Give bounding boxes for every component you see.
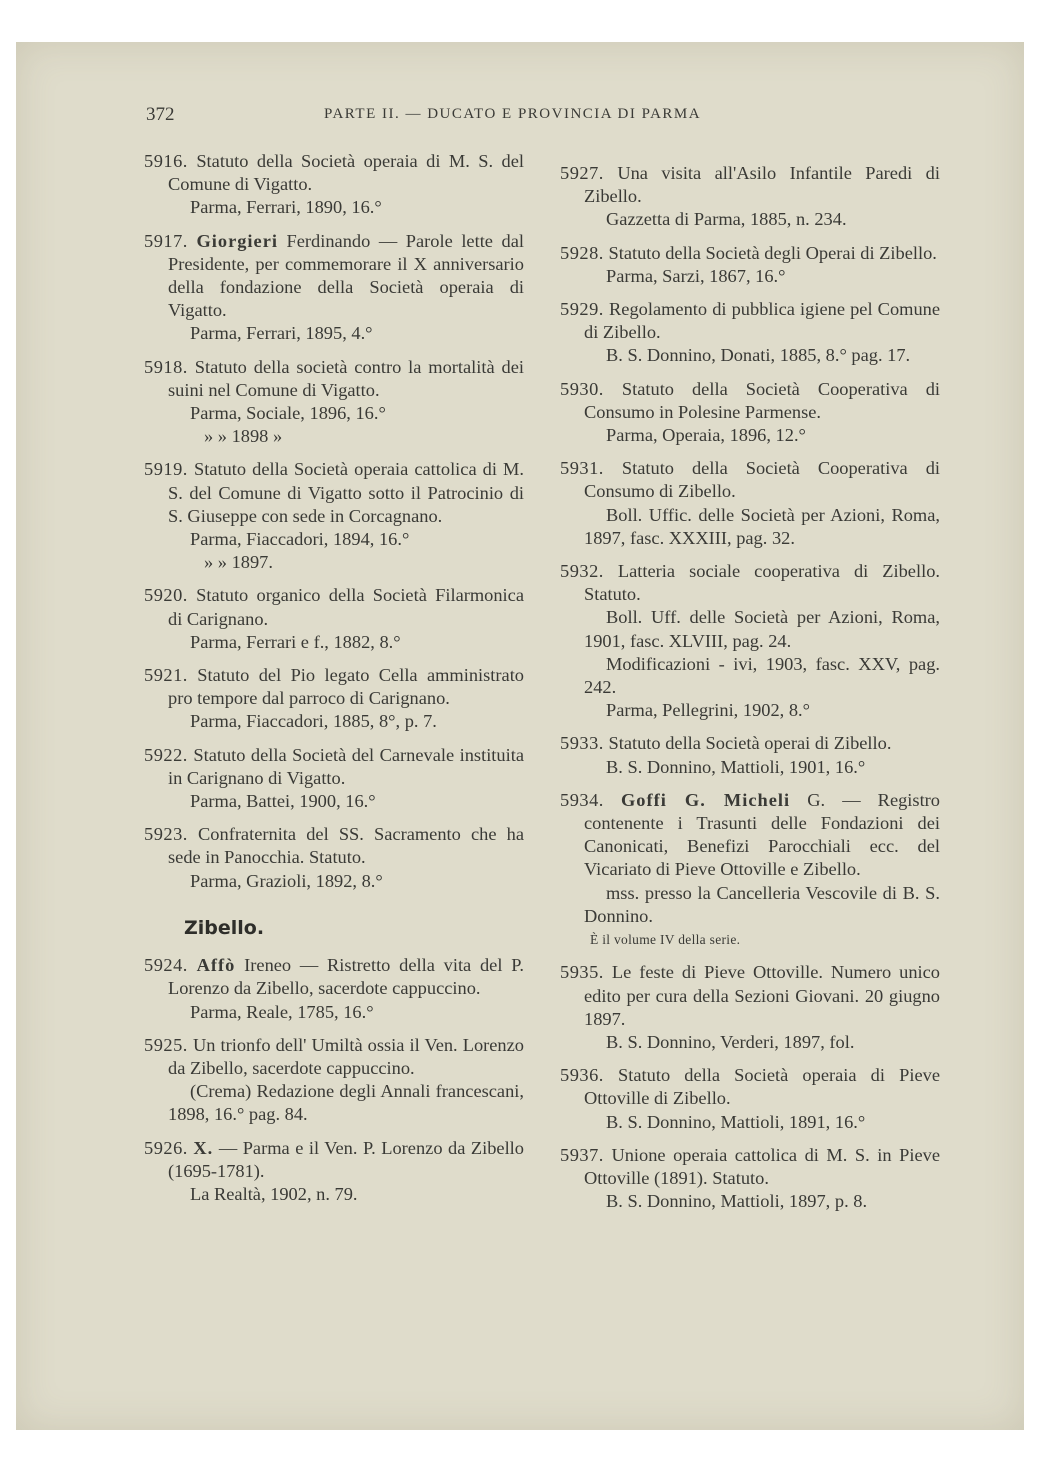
entry-title-line	[560, 1064, 940, 1110]
entry-imprint: Parma, Pellegrini, 1902, 8.°	[606, 700, 811, 721]
bibliography-entry	[560, 789, 940, 951]
bibliography-entry	[560, 378, 940, 448]
entry-title-line	[560, 560, 940, 606]
left-column	[144, 150, 524, 1216]
entry-text: Statuto della Società Cooperativa di Consumo di Zibello.	[584, 458, 940, 502]
entry-number: 5922.	[144, 744, 188, 765]
entry-title-line	[144, 664, 524, 710]
entry-text: Regolamento di pubblica igiene pel Comune di Zibello.	[584, 299, 940, 343]
entry-number: 5923.	[144, 824, 188, 845]
entry-title-line	[144, 150, 524, 196]
entry-imprint: Parma, Battei, 1900, 16.°	[190, 791, 376, 812]
entry-number: 5929.	[560, 299, 604, 320]
entry-text: Una visita all'Asilo Infantile Paredi di Zibello.	[584, 163, 940, 207]
bibliography-entry	[144, 823, 524, 893]
entry-text: Statuto della Società operai di Zibello.	[608, 733, 892, 754]
entry-number: 5918.	[144, 356, 188, 377]
entry-title-line	[560, 457, 940, 503]
entry-text: Statuto della Società del Carnevale instituita in Carignano di Vigatto.	[168, 744, 524, 788]
entry-imprint: Parma, Reale, 1785, 16.°	[190, 1001, 374, 1022]
entry-imprint: Boll. Uffic. delle Società per Azioni, Roma, 1897, fasc. XXXIII, pag. 32.	[584, 504, 940, 548]
bibliography-entry	[560, 560, 940, 722]
entry-title-line	[144, 230, 524, 323]
entry-text: Ireneo — Ristretto della vita del P. Lorenzo da Zibello, sacerdote cappuccino.	[168, 955, 524, 999]
entry-imprint: Parma, Ferrari e f., 1882, 8.°	[190, 631, 401, 652]
entry-imprint: B. S. Donnino, Donati, 1885, 8.° pag. 17.	[606, 345, 911, 366]
entry-title-line	[560, 961, 940, 1031]
bibliography-entry	[560, 961, 940, 1054]
entry-text: Latteria sociale cooperativa di Zibello. Statuto.	[584, 561, 940, 605]
running-title: PARTE II. — DUCATO E PROVINCIA DI PARMA	[324, 106, 702, 122]
bibliography-entry	[144, 1137, 524, 1207]
entry-title-line	[560, 162, 940, 208]
entry-number: 5936.	[560, 1065, 604, 1086]
bibliography-entry	[560, 1064, 940, 1134]
entry-text: Statuto della Società operaia cattolica di M. S. del Comune di Vigatto sotto il Patrocinio di S. Giuseppe con sede in Corcagnano.	[168, 459, 524, 526]
entry-author: Giorgieri	[196, 230, 278, 251]
entry-number: 5916.	[144, 151, 188, 171]
entry-ditto: » » 1898 »	[204, 426, 283, 447]
entry-title-line	[144, 744, 524, 790]
entry-text: Le feste di Pieve Ottoville. Numero unico edito per cura della Sezioni Giovani. 20 giugno 1897.	[584, 962, 940, 1029]
entry-text: G. — Registro contenente i Trasunti delle Fondazioni dei Canonicati, Benefizi Parocchiali ecc. del Vicariato di Pieve Ottoville e Zibello.	[584, 789, 940, 880]
entry-title-line	[560, 298, 940, 344]
entry-title-line	[560, 242, 940, 265]
entry-author: X.	[193, 1137, 214, 1158]
bibliography-entry	[560, 242, 940, 288]
entry-number: 5928.	[560, 242, 604, 263]
entry-number: 5934.	[560, 789, 604, 810]
right-column	[560, 162, 940, 1223]
entry-title-line	[560, 378, 940, 424]
entry-number: 5919.	[144, 459, 188, 480]
entry-title-line	[144, 356, 524, 402]
entry-imprint: mss. presso la Cancelleria Vescovile di B. S. Donnino.	[584, 882, 940, 926]
entry-number: 5926.	[144, 1137, 188, 1158]
entry-number: 5930.	[560, 378, 604, 399]
bibliography-entry	[144, 1034, 524, 1127]
entry-imprint: B. S. Donnino, Mattioli, 1891, 16.°	[606, 1111, 866, 1132]
entry-number: 5937.	[560, 1144, 604, 1165]
page-number: 372	[146, 104, 175, 125]
entry-text: Statuto della società contro la mortalità dei suini nel Comune di Vigatto.	[168, 356, 524, 400]
left-entries-zibello	[144, 954, 524, 1206]
bibliography-entry	[560, 1144, 940, 1214]
entry-author: Goffi G. Micheli	[620, 789, 791, 810]
entry-text: — Parma e il Ven. P. Lorenzo da Zibello (1695-1781).	[168, 1137, 524, 1181]
bibliography-entry	[144, 150, 524, 220]
entry-ditto: » » 1897.	[204, 552, 273, 573]
entry-imprint: Parma, Sociale, 1896, 16.°	[190, 403, 386, 424]
entry-number: 5920.	[144, 585, 188, 606]
entry-number: 5925.	[144, 1034, 188, 1055]
entry-number: 5921.	[144, 665, 188, 686]
entry-title-line	[560, 732, 940, 755]
entry-number: 5927.	[560, 163, 604, 183]
bibliography-entry	[560, 298, 940, 368]
entry-title-line	[144, 954, 524, 1000]
entry-title-line	[144, 584, 524, 630]
entry-imprint: Parma, Fiaccadori, 1894, 16.°	[190, 529, 410, 550]
section-title: Zibello.	[184, 916, 265, 939]
entry-imprint: (Crema) Redazione degli Annali francescani, 1898, 16.° pag. 84.	[168, 1081, 524, 1125]
entry-title-line	[144, 458, 524, 528]
entry-imprint: Parma, Operaia, 1896, 12.°	[606, 425, 806, 446]
entry-number: 5935.	[560, 962, 604, 983]
entry-text: Un trionfo dell' Umiltà ossia il Ven. Lorenzo da Zibello, sacerdote cappuccino.	[168, 1034, 524, 1078]
bibliography-entry	[560, 457, 940, 550]
entry-imprint: Parma, Fiaccadori, 1885, 8°, p. 7.	[190, 711, 437, 732]
entry-text: Unione operaia cattolica di M. S. in Pieve Ottoville (1891). Statuto.	[584, 1144, 940, 1188]
entry-text: Statuto della Società operaia di Pieve Ottoville di Zibello.	[584, 1065, 940, 1109]
entry-title-line	[144, 1034, 524, 1080]
entry-imprint: Parma, Sarzi, 1867, 16.°	[606, 265, 786, 286]
entry-number: 5933.	[560, 733, 604, 754]
bibliography-entry	[144, 744, 524, 814]
entry-note: È il volume IV della serie.	[590, 932, 741, 948]
entry-number: 5924.	[144, 955, 188, 976]
entry-text: Statuto della Società operaia di M. S. del Comune di Vigatto.	[168, 151, 524, 195]
bibliography-entry	[144, 954, 524, 1024]
entry-text: Confraternita del SS. Sacramento che ha sede in Panocchia. Statuto.	[168, 824, 524, 868]
bibliography-entry	[144, 664, 524, 734]
bibliography-entry	[560, 162, 940, 232]
entry-imprint: La Realtà, 1902, n. 79.	[190, 1183, 358, 1204]
entry-imprint: Modificazioni - ivi, 1903, fasc. XXV, pag. 242.	[584, 653, 940, 698]
entry-number: 5931.	[560, 458, 604, 479]
right-entries	[560, 162, 940, 1213]
page-header	[130, 96, 960, 126]
bibliography-entry	[560, 732, 940, 778]
entry-text: Statuto organico della Società Filarmonica di Carignano.	[168, 585, 524, 629]
entry-number: 5917.	[144, 230, 188, 251]
entry-imprint: B. S. Donnino, Mattioli, 1901, 16.°	[606, 756, 866, 777]
entry-text: Ferdinando — Parole lette dal Presidente, per commemorare il X anniversario della fondazione della Società operaia di Vigatto.	[168, 230, 524, 321]
entry-imprint: Parma, Grazioli, 1892, 8.°	[190, 870, 383, 891]
entry-imprint: Gazzetta di Parma, 1885, n. 234.	[606, 209, 847, 230]
bibliography-entry	[144, 356, 524, 449]
bibliography-entry	[144, 230, 524, 346]
entry-title-line	[144, 823, 524, 869]
entry-title-line	[560, 1144, 940, 1190]
entry-text: Statuto della Società degli Operai di Zibello.	[608, 242, 937, 263]
entry-imprint: Parma, Ferrari, 1890, 16.°	[190, 197, 382, 218]
left-entries	[144, 150, 524, 893]
entry-imprint: B. S. Donnino, Verderi, 1897, fol.	[606, 1031, 855, 1052]
entry-title-line	[560, 789, 940, 882]
entry-number: 5932.	[560, 561, 604, 582]
entry-author: Affò	[196, 955, 236, 976]
bibliography-entry	[144, 584, 524, 654]
entry-title-line	[144, 1137, 524, 1183]
entry-text: Statuto della Società Cooperativa di Consumo in Polesine Parmense.	[584, 378, 940, 422]
bibliography-entry	[144, 458, 524, 574]
entry-imprint: Parma, Ferrari, 1895, 4.°	[190, 323, 373, 344]
entry-imprint: Boll. Uff. delle Società per Azioni, Roma, 1901, fasc. XLVIII, pag. 24.	[584, 607, 940, 651]
entry-text: Statuto del Pio legato Cella amministrato pro tempore dal parroco di Carignano.	[168, 665, 524, 709]
entry-imprint: B. S. Donnino, Mattioli, 1897, p. 8.	[606, 1191, 868, 1212]
